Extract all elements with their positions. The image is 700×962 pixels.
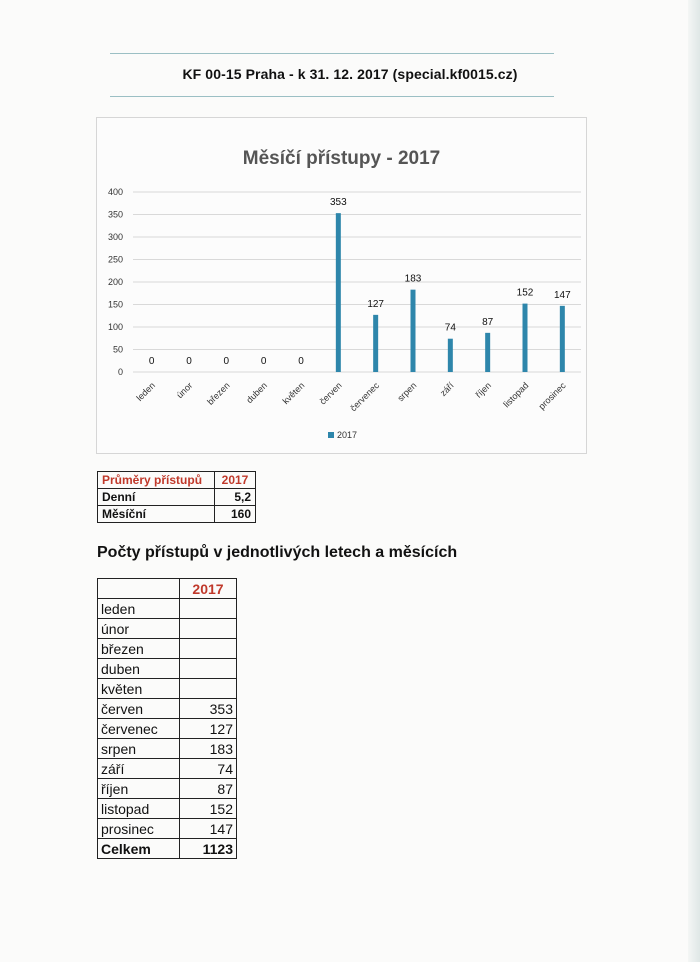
x-tick-label: květen	[280, 380, 307, 407]
chart-panel	[96, 117, 587, 454]
x-tick-label: červenec	[348, 380, 382, 414]
table-row	[98, 599, 237, 619]
table-row	[98, 739, 237, 759]
month-value: 152	[180, 799, 237, 819]
month-name: listopad	[98, 799, 180, 819]
y-tick-label: 200	[107, 277, 123, 287]
table-row	[98, 679, 237, 699]
total-label: Celkem	[98, 839, 180, 859]
month-value	[180, 599, 237, 619]
x-tick-label: leden	[134, 380, 158, 403]
averages-header-row	[98, 472, 256, 489]
table-row	[98, 759, 237, 779]
data-label: 183	[404, 273, 422, 285]
x-tick-label: srpen	[395, 380, 419, 404]
x-tick-label: prosinec	[536, 380, 568, 412]
month-value: 127	[180, 719, 237, 739]
data-label: 147	[553, 289, 571, 301]
month-value	[180, 659, 237, 679]
data-label: 353	[329, 197, 347, 209]
month-name: srpen	[98, 739, 180, 759]
data-label: 0	[186, 356, 192, 367]
table-row	[98, 699, 237, 719]
table-row	[98, 639, 237, 659]
y-tick-label: 350	[107, 209, 123, 220]
table-row	[98, 799, 237, 819]
data-label: 127	[367, 298, 385, 310]
monthly-section-title: Počty přístupů v jednotlivých letech a měsících	[97, 544, 458, 561]
y-tick-label: 50	[112, 344, 123, 355]
data-label: 0	[148, 356, 155, 367]
x-tick-label: únor	[174, 380, 195, 401]
month-name: leden	[98, 599, 180, 619]
data-label: 152	[516, 287, 534, 299]
table-row	[98, 779, 237, 799]
month-value	[180, 679, 237, 699]
month-value: 87	[180, 779, 237, 799]
averages-header-label: Průměry přístupů	[98, 472, 215, 489]
data-label: 87	[482, 316, 494, 328]
x-tick-label: duben	[244, 380, 270, 406]
y-tick-label: 150	[107, 299, 123, 310]
month-name: červen	[98, 699, 180, 719]
data-label: 0	[298, 356, 304, 367]
data-label: 0	[223, 356, 230, 367]
total-row	[98, 839, 237, 859]
total-value: 1123	[180, 839, 237, 859]
bar	[336, 213, 341, 372]
table-row	[98, 659, 237, 679]
averages-value: 5,2	[215, 489, 256, 506]
monthly-header-row	[98, 579, 237, 599]
bar	[560, 306, 565, 372]
month-name: září	[98, 759, 180, 779]
bar	[523, 304, 528, 372]
y-tick-label: 300	[107, 232, 123, 242]
month-name: prosinec	[98, 819, 180, 839]
month-value: 147	[180, 819, 237, 839]
y-tick-label: 100	[107, 322, 123, 332]
report-title: KF 00-15 Praha - k 31. 12. 2017 (special.kf0015.cz)	[182, 66, 518, 82]
y-tick-label: 400	[107, 187, 123, 197]
month-value	[180, 639, 237, 659]
monthly-table	[97, 578, 237, 859]
header-rule-bottom	[110, 96, 554, 97]
month-name: březen	[98, 639, 180, 659]
month-value: 353	[180, 699, 237, 719]
data-label: 0	[260, 356, 267, 367]
legend-swatch	[328, 432, 334, 438]
legend-label: 2017	[337, 430, 358, 440]
x-tick-label: červen	[317, 380, 344, 407]
averages-label: Denní	[98, 489, 215, 506]
averages-table	[97, 471, 256, 523]
table-row	[98, 619, 237, 639]
averages-header-year: 2017	[215, 472, 256, 489]
averages-value: 160	[215, 506, 256, 523]
month-value: 74	[180, 759, 237, 779]
bar	[411, 290, 416, 372]
averages-row-daily	[98, 489, 256, 506]
month-name: říjen	[98, 779, 180, 799]
data-label: 74	[444, 322, 456, 334]
bar	[485, 333, 490, 372]
x-tick-label: březen	[205, 380, 232, 407]
x-tick-label: listopad	[501, 380, 531, 410]
y-tick-label: 250	[107, 254, 123, 265]
header-rule-top	[110, 53, 554, 54]
table-row	[98, 819, 237, 839]
x-tick-label: říjen	[473, 380, 494, 400]
averages-label: Měsíční	[98, 506, 215, 523]
monthly-header-year: 2017	[180, 579, 237, 599]
x-tick-label: září	[438, 380, 456, 399]
month-name: květen	[98, 679, 180, 699]
table-row	[98, 719, 237, 739]
bar	[448, 339, 453, 372]
month-name: únor	[98, 619, 180, 639]
scan-page-edge	[688, 0, 700, 962]
month-name: červenec	[98, 719, 180, 739]
month-value	[180, 619, 237, 639]
chart-title: Měsíčí přístupy - 2017	[242, 148, 441, 169]
month-value: 183	[180, 739, 237, 759]
bar-chart	[97, 118, 586, 453]
averages-row-monthly	[98, 506, 256, 523]
bar	[373, 315, 378, 372]
month-name: duben	[98, 659, 180, 679]
y-tick-label: 0	[117, 367, 123, 377]
monthly-header-blank	[98, 579, 180, 599]
